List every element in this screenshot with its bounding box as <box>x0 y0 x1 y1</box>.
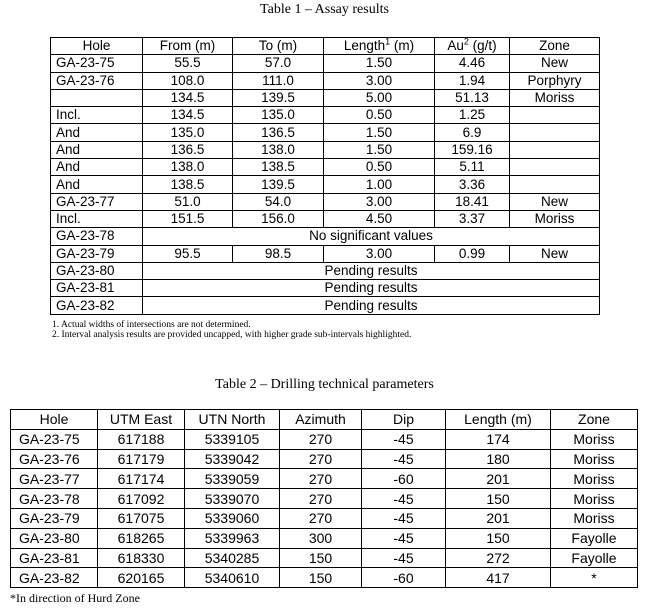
pending-results: Pending results <box>143 297 600 314</box>
table-row <box>51 107 600 124</box>
cell-length: 5.00 <box>324 89 435 106</box>
table-row <box>51 193 600 210</box>
header-length <box>324 38 435 55</box>
cell-au: 1.94 <box>435 72 510 89</box>
table1-footnotes <box>52 320 411 340</box>
cell-length: 4.50 <box>324 210 435 227</box>
cell-hole: Incl. <box>51 107 143 124</box>
table-row <box>51 159 600 176</box>
table-row <box>51 245 600 262</box>
cell-au: 5.11 <box>435 159 510 176</box>
header-length-unit: (m) <box>390 38 415 54</box>
cell-azimuth: 270 <box>280 429 362 449</box>
cell-dip: -45 <box>362 508 446 528</box>
cell-to: 139.5 <box>233 176 324 193</box>
cell-to: 57.0 <box>233 55 324 72</box>
cell-from: 138.5 <box>143 176 233 193</box>
table2-footnote: *In direction of Hurd Zone <box>10 591 140 605</box>
cell-zone: Moriss <box>551 489 638 509</box>
cell-length: 272 <box>446 548 551 568</box>
cell-azimuth: 150 <box>280 548 362 568</box>
cell-utn-north: 5339070 <box>185 489 280 509</box>
cell-to: 138.0 <box>233 141 324 158</box>
cell-au: 3.36 <box>435 176 510 193</box>
cell-to: 138.5 <box>233 159 324 176</box>
cell-zone: New <box>510 193 600 210</box>
footnote-marker-2: 2 <box>463 37 469 47</box>
header-au-label: Au <box>447 38 464 54</box>
cell-zone: Moriss <box>510 210 600 227</box>
cell-from: 151.5 <box>143 210 233 227</box>
table-row <box>51 72 600 89</box>
pending-results: Pending results <box>143 262 600 279</box>
cell-to: 135.0 <box>233 107 324 124</box>
cell-azimuth: 270 <box>280 508 362 528</box>
cell-dip: -45 <box>362 429 446 449</box>
cell-au: 3.37 <box>435 210 510 227</box>
header-au <box>435 38 510 55</box>
table-row <box>51 262 600 279</box>
header-length-label: Length <box>343 38 386 54</box>
table-row <box>11 528 638 548</box>
header-utn-north: UTN North <box>185 410 280 430</box>
cell-utm-east: 617174 <box>98 469 185 489</box>
cell-au: 0.99 <box>435 245 510 262</box>
table1-header-row <box>51 38 600 55</box>
cell-length: 0.50 <box>324 107 435 124</box>
cell-utn-north: 5339042 <box>185 449 280 469</box>
cell-to: 54.0 <box>233 193 324 210</box>
cell-hole: GA-23-79 <box>11 508 98 528</box>
header-length: Length (m) <box>446 410 551 430</box>
cell-hole: GA-23-77 <box>51 193 143 210</box>
cell-azimuth: 270 <box>280 489 362 509</box>
header-azimuth: Azimuth <box>280 410 362 430</box>
cell-zone: Moriss <box>551 469 638 489</box>
cell-azimuth: 300 <box>280 528 362 548</box>
table-row <box>11 449 638 469</box>
cell-hole: GA-23-82 <box>51 297 143 314</box>
cell-azimuth: 270 <box>280 469 362 489</box>
cell-length: 1.50 <box>324 141 435 158</box>
cell-dip: -45 <box>362 548 446 568</box>
cell-utn-north: 5340285 <box>185 548 280 568</box>
table-row <box>51 228 600 245</box>
cell-utn-north: 5339963 <box>185 528 280 548</box>
cell-to: 111.0 <box>233 72 324 89</box>
cell-utm-east: 617188 <box>98 429 185 449</box>
cell-hole: GA-23-76 <box>11 449 98 469</box>
drilling-parameters-table <box>10 409 638 588</box>
table-row <box>51 55 600 72</box>
cell-dip: -45 <box>362 489 446 509</box>
cell-dip: -45 <box>362 449 446 469</box>
table-row <box>11 508 638 528</box>
cell-zone: Moriss <box>551 449 638 469</box>
cell-hole: GA-23-80 <box>51 262 143 279</box>
table1-title: Table 1 – Assay results <box>260 2 389 17</box>
table2-title: Table 2 – Drilling technical parameters <box>215 377 434 392</box>
cell-zone <box>510 141 600 158</box>
cell-length: 1.00 <box>324 176 435 193</box>
cell-to: 156.0 <box>233 210 324 227</box>
cell-from: 134.5 <box>143 89 233 106</box>
cell-from: 95.5 <box>143 245 233 262</box>
cell-length: 1.50 <box>324 55 435 72</box>
table-row <box>51 297 600 314</box>
cell-hole: And <box>51 159 143 176</box>
cell-hole: Incl. <box>51 210 143 227</box>
header-zone: Zone <box>551 410 638 430</box>
cell-to: 139.5 <box>233 89 324 106</box>
cell-utm-east: 617179 <box>98 449 185 469</box>
cell-hole: GA-23-75 <box>51 55 143 72</box>
cell-length: 180 <box>446 449 551 469</box>
cell-from: 134.5 <box>143 107 233 124</box>
cell-utn-north: 5340610 <box>185 568 280 588</box>
cell-hole: GA-23-78 <box>11 489 98 509</box>
cell-azimuth: 150 <box>280 568 362 588</box>
cell-hole <box>51 89 143 106</box>
cell-utm-east: 618265 <box>98 528 185 548</box>
footnote-2: 2. Interval analysis results are provided uncapped, with higher grade sub-intervals highlighted. <box>52 330 412 340</box>
cell-zone: Porphyry <box>510 72 600 89</box>
cell-dip: -60 <box>362 568 446 588</box>
cell-zone: Fayolle <box>551 548 638 568</box>
table-row <box>11 548 638 568</box>
cell-from: 51.0 <box>143 193 233 210</box>
table-row <box>11 469 638 489</box>
table2-header-row <box>11 410 638 430</box>
cell-hole: And <box>51 141 143 158</box>
cell-length: 3.00 <box>324 72 435 89</box>
header-dip: Dip <box>362 410 446 430</box>
cell-hole: And <box>51 124 143 141</box>
cell-hole: And <box>51 176 143 193</box>
cell-from: 55.5 <box>143 55 233 72</box>
cell-length: 201 <box>446 508 551 528</box>
cell-utm-east: 620165 <box>98 568 185 588</box>
cell-length: 174 <box>446 429 551 449</box>
table-row <box>11 489 638 509</box>
cell-hole: GA-23-81 <box>11 548 98 568</box>
cell-to: 98.5 <box>233 245 324 262</box>
cell-dip: -45 <box>362 528 446 548</box>
cell-hole: GA-23-77 <box>11 469 98 489</box>
cell-zone: Moriss <box>510 89 600 106</box>
cell-hole: GA-23-75 <box>11 429 98 449</box>
cell-azimuth: 270 <box>280 449 362 469</box>
header-from: From (m) <box>143 38 233 55</box>
cell-au: 6.9 <box>435 124 510 141</box>
cell-hole: GA-23-76 <box>51 72 143 89</box>
pending-results: Pending results <box>143 280 600 297</box>
cell-au: 4.46 <box>435 55 510 72</box>
footnote-marker-1: 1 <box>385 37 391 47</box>
table-row <box>11 429 638 449</box>
cell-au: 18.41 <box>435 193 510 210</box>
footnote-1: 1. Actual widths of intersections are not determined. <box>52 320 251 330</box>
cell-zone: * <box>551 568 638 588</box>
table-row <box>51 176 600 193</box>
cell-zone: New <box>510 245 600 262</box>
table-row <box>51 210 600 227</box>
cell-zone: New <box>510 55 600 72</box>
cell-length: 150 <box>446 489 551 509</box>
header-hole: Hole <box>51 38 143 55</box>
cell-from: 138.0 <box>143 159 233 176</box>
cell-length: 1.50 <box>324 124 435 141</box>
table-row <box>51 89 600 106</box>
cell-utm-east: 617075 <box>98 508 185 528</box>
cell-utn-north: 5339060 <box>185 508 280 528</box>
cell-dip: -60 <box>362 469 446 489</box>
cell-zone <box>510 159 600 176</box>
table-row <box>11 568 638 588</box>
cell-au: 159.16 <box>435 141 510 158</box>
cell-au: 51.13 <box>435 89 510 106</box>
header-to: To (m) <box>233 38 324 55</box>
cell-from: 108.0 <box>143 72 233 89</box>
assay-results-table <box>50 37 600 315</box>
cell-hole: GA-23-81 <box>51 280 143 297</box>
cell-zone <box>510 107 600 124</box>
cell-hole: GA-23-79 <box>51 245 143 262</box>
cell-utm-east: 618330 <box>98 548 185 568</box>
table-row <box>51 124 600 141</box>
cell-utn-north: 5339105 <box>185 429 280 449</box>
header-hole: Hole <box>11 410 98 430</box>
header-zone: Zone <box>510 38 600 55</box>
cell-length: 150 <box>446 528 551 548</box>
header-utm-east: UTM East <box>98 410 185 430</box>
cell-zone <box>510 176 600 193</box>
header-au-unit: (g/t) <box>468 38 497 54</box>
cell-from: 136.5 <box>143 141 233 158</box>
cell-zone: Moriss <box>551 429 638 449</box>
cell-hole: GA-23-78 <box>51 228 143 245</box>
cell-length: 3.00 <box>324 245 435 262</box>
cell-length: 3.00 <box>324 193 435 210</box>
table-row <box>51 141 600 158</box>
cell-hole: GA-23-80 <box>11 528 98 548</box>
cell-length: 0.50 <box>324 159 435 176</box>
cell-au: 1.25 <box>435 107 510 124</box>
cell-length: 201 <box>446 469 551 489</box>
cell-zone <box>510 124 600 141</box>
cell-zone: Fayolle <box>551 528 638 548</box>
cell-length: 417 <box>446 568 551 588</box>
cell-zone: Moriss <box>551 508 638 528</box>
cell-from: 135.0 <box>143 124 233 141</box>
no-significant-values: No significant values <box>143 228 600 245</box>
cell-to: 136.5 <box>233 124 324 141</box>
table-row <box>51 280 600 297</box>
cell-utm-east: 617092 <box>98 489 185 509</box>
cell-utn-north: 5339059 <box>185 469 280 489</box>
cell-hole: GA-23-82 <box>11 568 98 588</box>
